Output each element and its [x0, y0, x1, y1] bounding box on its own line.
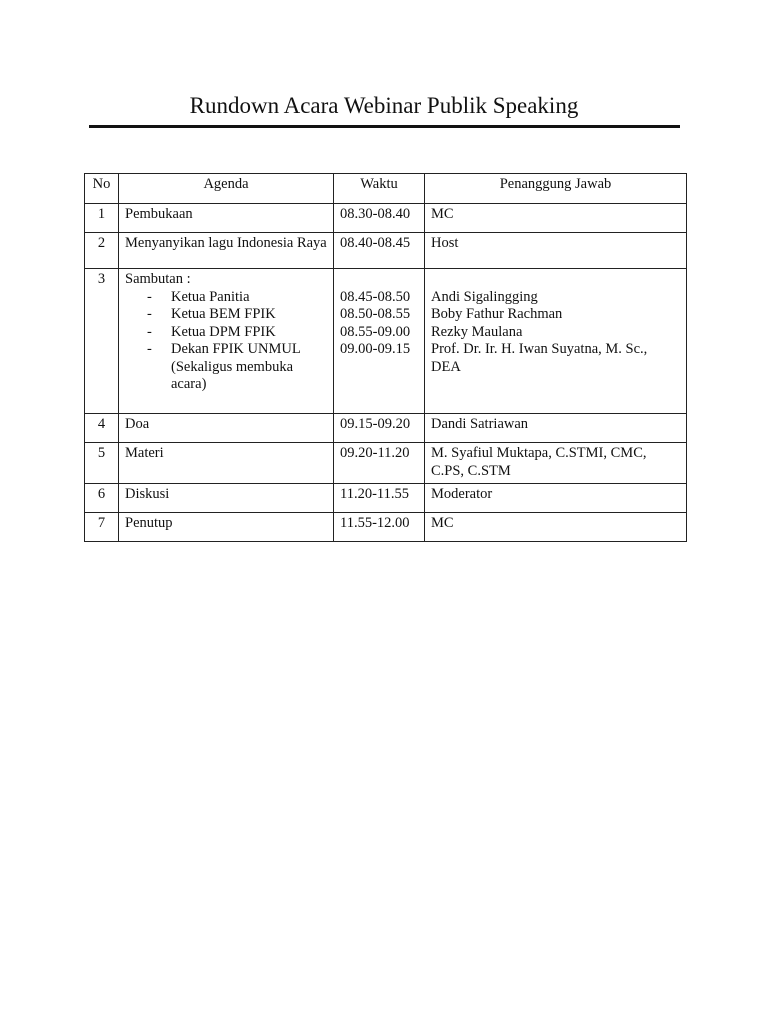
row-agenda: Menyanyikan lagu Indonesia Raya: [119, 233, 334, 269]
row-waktu: 09.20-11.20: [334, 443, 425, 484]
row-waktu: 08.40-08.45: [334, 233, 425, 269]
list-item: [147, 341, 327, 394]
sambutan-list: [125, 289, 327, 394]
row-penanggung-jawab: Moderator: [425, 484, 687, 513]
row-no: 2: [85, 233, 119, 269]
list-item: [147, 289, 327, 307]
table-row: [85, 484, 687, 513]
row-no: 7: [85, 513, 119, 542]
header-no: No: [85, 174, 119, 204]
header-waktu: Waktu: [334, 174, 425, 204]
title-underline: [89, 125, 680, 128]
dash-bullet: -: [147, 323, 152, 340]
sub-item-label: Ketua BEM FPIK: [171, 306, 276, 322]
row-waktu: 08.30-08.40: [334, 204, 425, 233]
table-row: [85, 269, 687, 414]
row-no: 1: [85, 204, 119, 233]
row-agenda: Penutup: [119, 513, 334, 542]
row-agenda: Diskusi: [119, 484, 334, 513]
table-row: [85, 414, 687, 443]
table-row: [85, 204, 687, 233]
row-penanggung-jawab: Host: [425, 233, 687, 269]
header-agenda: Agenda: [119, 174, 334, 204]
sub-item-waktu: 08.55-09.00: [340, 323, 411, 340]
dash-bullet: -: [147, 306, 152, 322]
sub-item-label: Ketua Panitia: [171, 288, 250, 305]
sub-item-pj: Rezky Maulana: [431, 323, 523, 340]
sub-item-pj: Boby Fathur Rachman: [431, 306, 563, 322]
sub-item-label: Dekan FPIK UNMUL (Sekaligus membuka acara): [171, 341, 301, 392]
table-row: [85, 443, 687, 484]
row-waktu: [334, 269, 425, 414]
row-penanggung-jawab: M. Syafiul Muktapa, C.STMI, CMC, C.PS, C.STM: [425, 443, 687, 484]
list-item: [147, 306, 327, 324]
dash-bullet: -: [147, 288, 152, 305]
row-penanggung-jawab: Dandi Satriawan: [425, 414, 687, 443]
row-waktu: 09.15-09.20: [334, 414, 425, 443]
row-no: 5: [85, 443, 119, 484]
row-agenda: Doa: [119, 414, 334, 443]
row-agenda: Pembukaan: [119, 204, 334, 233]
rundown-table: [84, 173, 687, 542]
header-penanggung-jawab: Penanggung Jawab: [425, 174, 687, 204]
list-item: [147, 324, 327, 342]
row-penanggung-jawab: MC: [425, 513, 687, 542]
row-waktu: 11.55-12.00: [334, 513, 425, 542]
sambutan-label: Sambutan :: [125, 271, 191, 287]
table-row: [85, 233, 687, 269]
row-waktu: 11.20-11.55: [334, 484, 425, 513]
row-penanggung-jawab: [425, 269, 687, 414]
sub-item-waktu: 08.45-08.50: [340, 288, 411, 305]
row-agenda: [119, 269, 334, 414]
row-no: 4: [85, 414, 119, 443]
table-row: [85, 513, 687, 542]
row-penanggung-jawab: MC: [425, 204, 687, 233]
row-agenda: Materi: [119, 443, 334, 484]
sub-item-waktu: 08.50-08.55: [340, 306, 411, 322]
dash-bullet: -: [147, 341, 152, 357]
sub-item-pj: Prof. Dr. Ir. H. Iwan Suyatna, M. Sc., DEA: [431, 341, 648, 375]
sub-item-label: Ketua DPM FPIK: [171, 323, 276, 340]
sub-item-pj: Andi Sigalingging: [431, 288, 538, 305]
sub-item-waktu: 09.00-09.15: [340, 341, 411, 357]
row-no: 3: [85, 269, 119, 414]
row-no: 6: [85, 484, 119, 513]
table-header-row: [85, 174, 687, 204]
page-title: Rundown Acara Webinar Publik Speaking: [189, 93, 579, 118]
